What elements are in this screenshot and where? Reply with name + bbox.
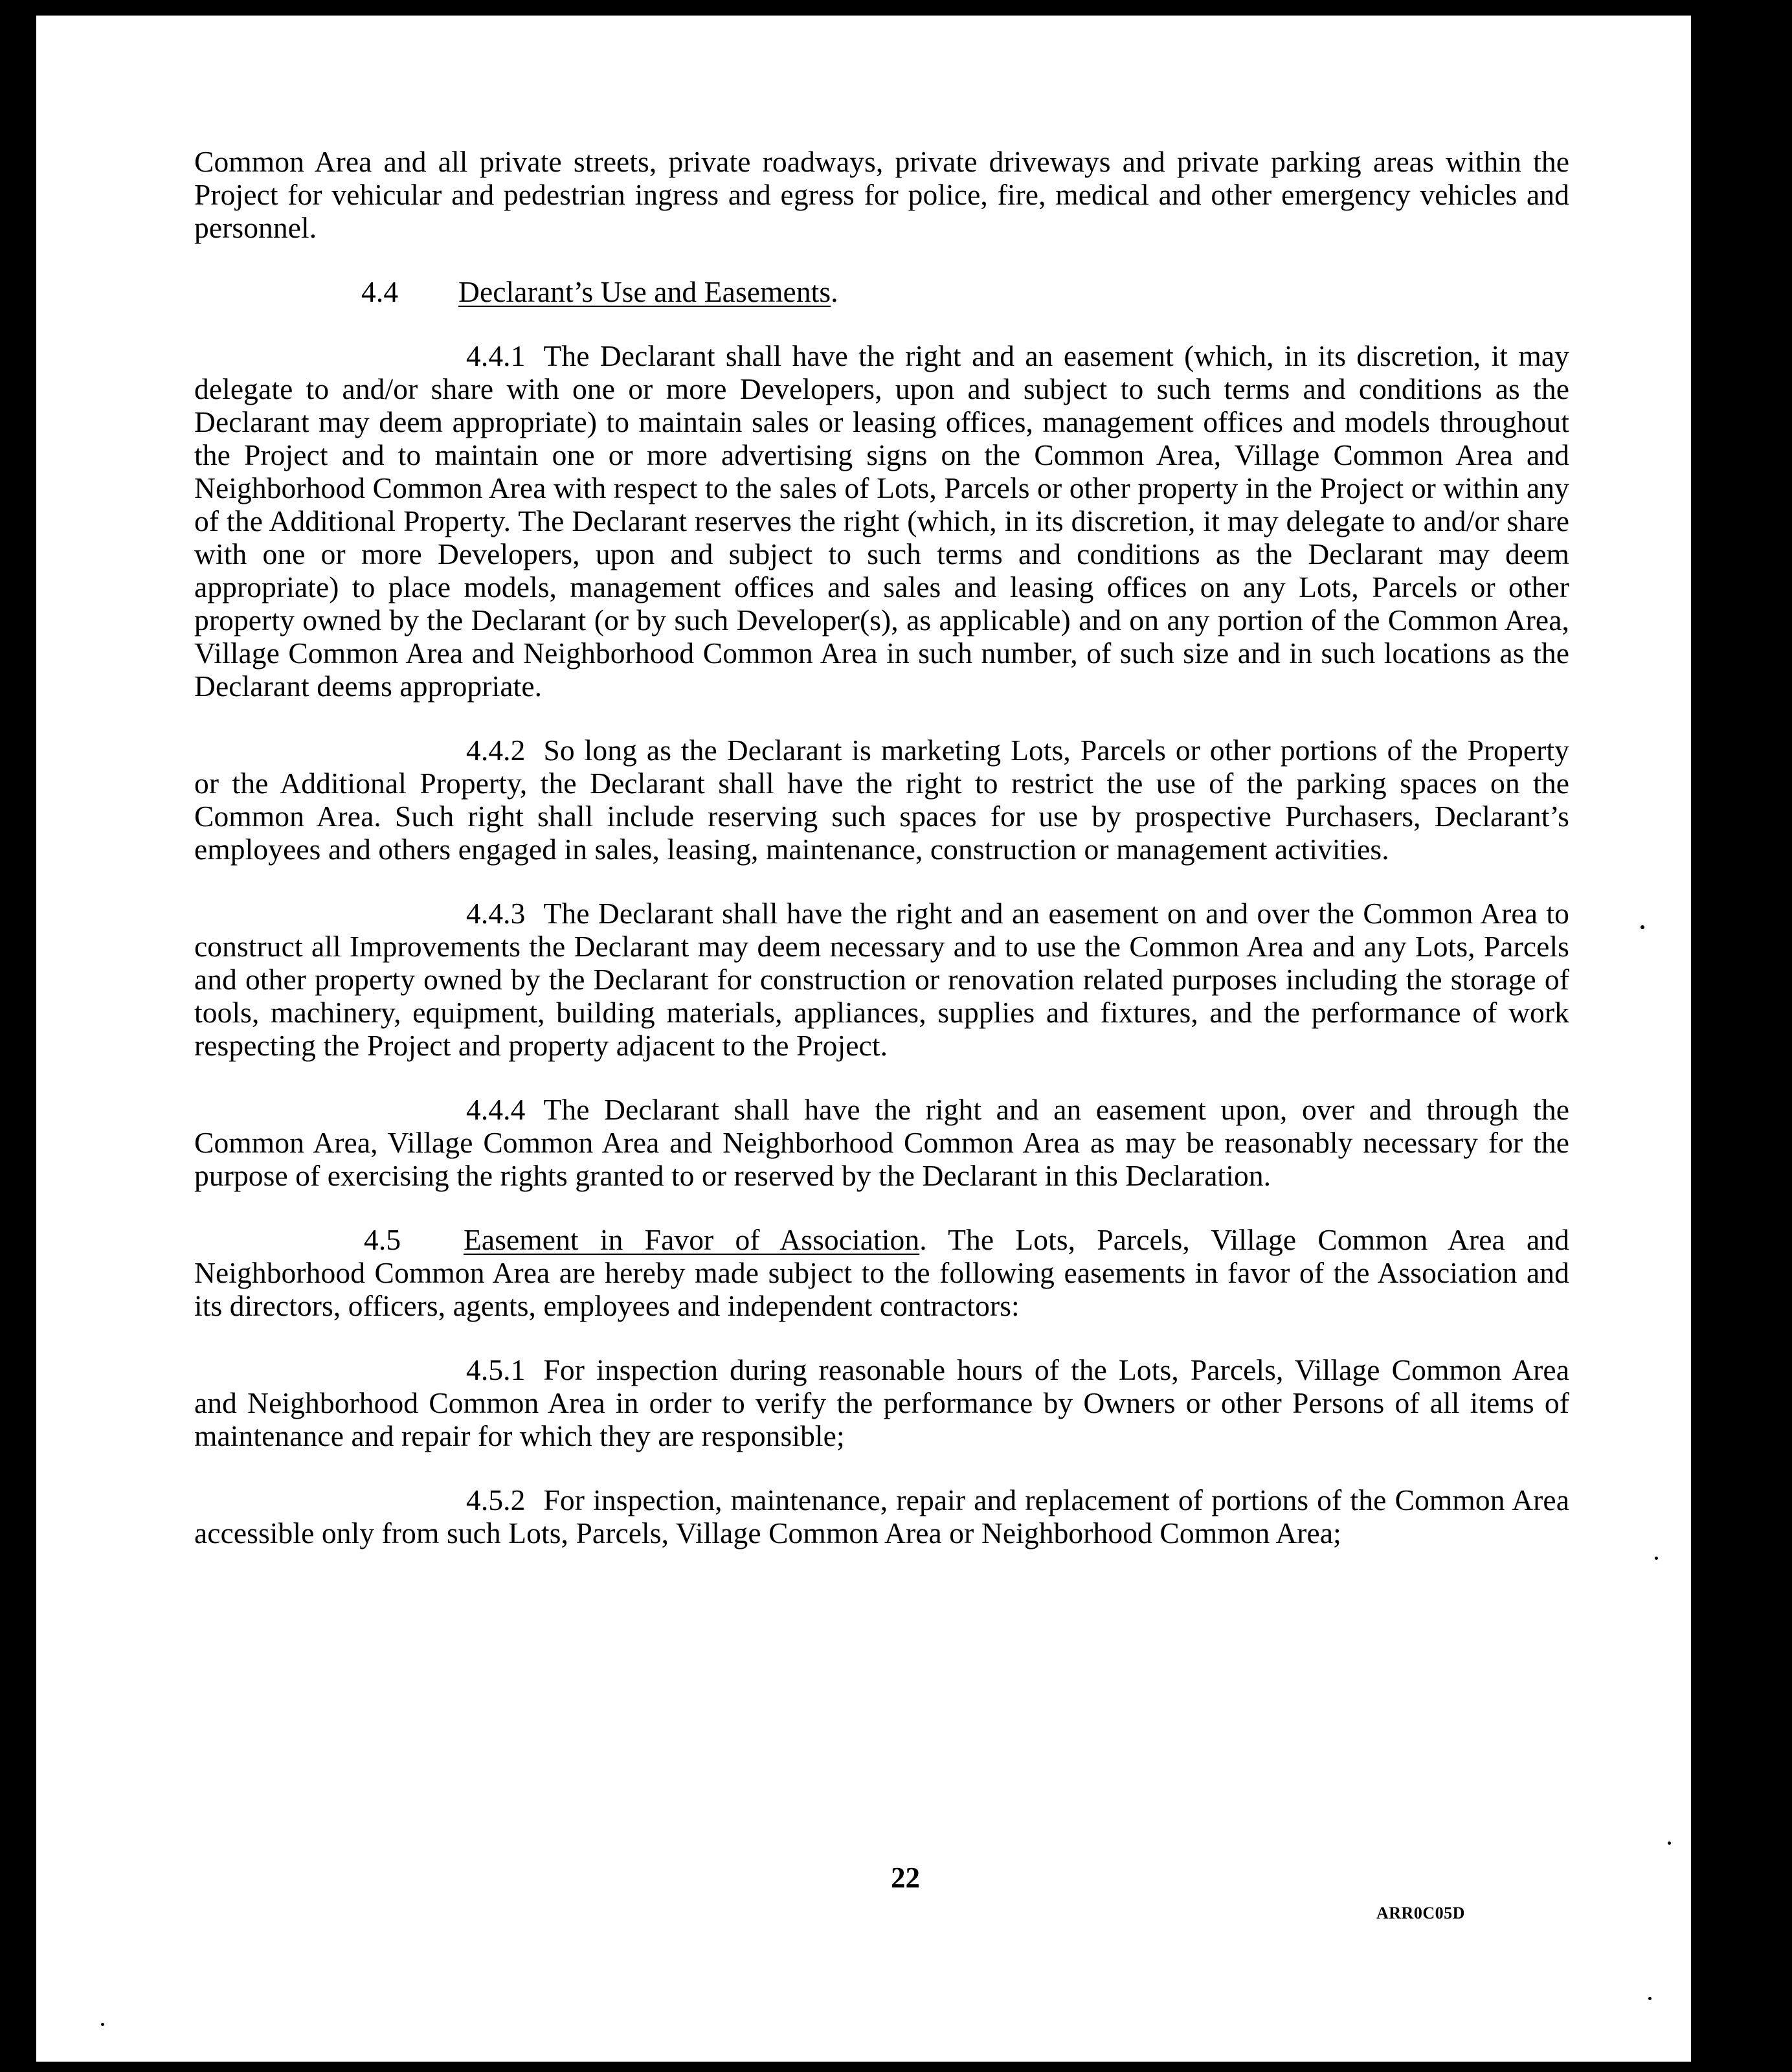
section-number: 4.4 — [361, 275, 399, 308]
paragraph-text: So long as the Declarant is marketing Lots, Parcels or other portions of the Property or the Additional Property, the Declarant shall have the right to restrict the use of the parking spaces on the Common Area. Such right shall include reserving such spaces for use by prospective Purchasers, Declarant’s employees and others engaged in sales, leasing, maintenance, construction or management activities. — [194, 734, 1569, 866]
section-number: 4.5 — [364, 1223, 401, 1256]
scan-speck — [101, 2023, 104, 2026]
paragraph-number: 4.4.2 — [466, 734, 526, 767]
paragraph-number: 4.4.4 — [466, 1093, 526, 1126]
scan-speck — [1641, 925, 1644, 929]
paragraph-4-5-1 — [194, 1353, 1569, 1452]
document-code: ARR0C05D — [1376, 1904, 1465, 1922]
paragraph-text: The Declarant shall have the right and an easement upon, over and through the Common Area, Village Common Area and Neighborhood Common Area as may be reasonably necessary for the purpose of exercising the rights granted to or reserved by the Declarant in this Declaration. — [194, 1093, 1569, 1192]
paragraph-4-4-1 — [194, 339, 1569, 703]
paragraph-number: 4.4.1 — [466, 339, 526, 372]
scan-speck — [1655, 1557, 1658, 1560]
page-number: 22 — [891, 1862, 920, 1894]
paragraph-text: The Declarant shall have the right and an easement (which, in its discretion, it may delegate to and/or share with one or more Developers, upon and subject to such terms and conditions as the Declarant may deem appropriate) to maintain sales or leasing offices, management offices and models throughout the Project and to maintain one or more advertising signs on the Common Area, Village Common Area and Neighborhood Common Area with respect to the sales of Lots, Parcels or other property in the Project or within any of the Additional Property. The Declarant reserves the right (which, in its discretion, it may delegate to and/or share with one or more Developers, upon and subject to such terms and conditions as the Declarant may deem appropriate) to place models, management offices and sales and leasing offices on any Lots, Parcels or other property owned by the Declarant (or by such Developer(s), as applicable) and on any portion of the Common Area, Village Common Area and Neighborhood Common Area in such number, of such size and in such locations as the Declarant deems appropriate. — [194, 339, 1569, 703]
section-title: Easement in Favor of Association — [464, 1223, 920, 1256]
paragraph-text: For inspection during reasonable hours of the Lots, Parcels, Village Common Area and Neighborhood Common Area in order to verify the performance by Owners or other Persons of all items of maintenance and repair for which they are responsible; — [194, 1353, 1569, 1452]
paragraph-text: . The Lots, Parcels, Village Common Area and Neighborhood Common Area are hereby made subject to the following easements in favor of the Association and its directors, officers, agents, employees and independent contractors: — [194, 1223, 1570, 1322]
paragraph-text: For inspection, maintenance, repair and replacement of portions of the Common Area accessible only from such Lots, Parcels, Village Common Area or Neighborhood Common Area; — [194, 1483, 1569, 1549]
scan-speck — [1668, 1841, 1671, 1845]
paragraph-number: 4.5.2 — [466, 1483, 526, 1516]
paragraph-number: 4.5.1 — [466, 1353, 526, 1386]
section-heading-4-4 — [194, 275, 1569, 308]
paragraph-text: The Declarant shall have the right and an easement on and over the Common Area to construct all Improvements the Declarant may deem necessary and to use the Common Area and any Lots, Parcels and other property owned by the Declarant for construction or renovation related purposes including the storage of tools, machinery, equipment, building materials, appliances, supplies and fixtures, and the performance of work respecting the Project and property adjacent to the Project. — [194, 897, 1569, 1062]
section-title-suffix: . — [831, 275, 838, 308]
scan-speck — [1648, 1997, 1652, 2000]
document-body — [194, 145, 1569, 1581]
paragraph-4-5-2 — [194, 1483, 1569, 1549]
paragraph-4-4-2 — [194, 734, 1569, 866]
paragraph-intro: Common Area and all private streets, private roadways, private driveways and private parking areas within the Project for vehicular and pedestrian ingress and egress for police, fire, medical and other emergency vehicles and personnel. — [194, 145, 1569, 244]
document-page — [36, 16, 1691, 2062]
paragraph-number: 4.4.3 — [466, 897, 526, 930]
section-title: Declarant’s Use and Easements — [458, 275, 831, 308]
paragraph-4-4-3 — [194, 897, 1569, 1062]
paragraph-4-5 — [194, 1223, 1569, 1322]
paragraph-4-4-4 — [194, 1093, 1569, 1192]
